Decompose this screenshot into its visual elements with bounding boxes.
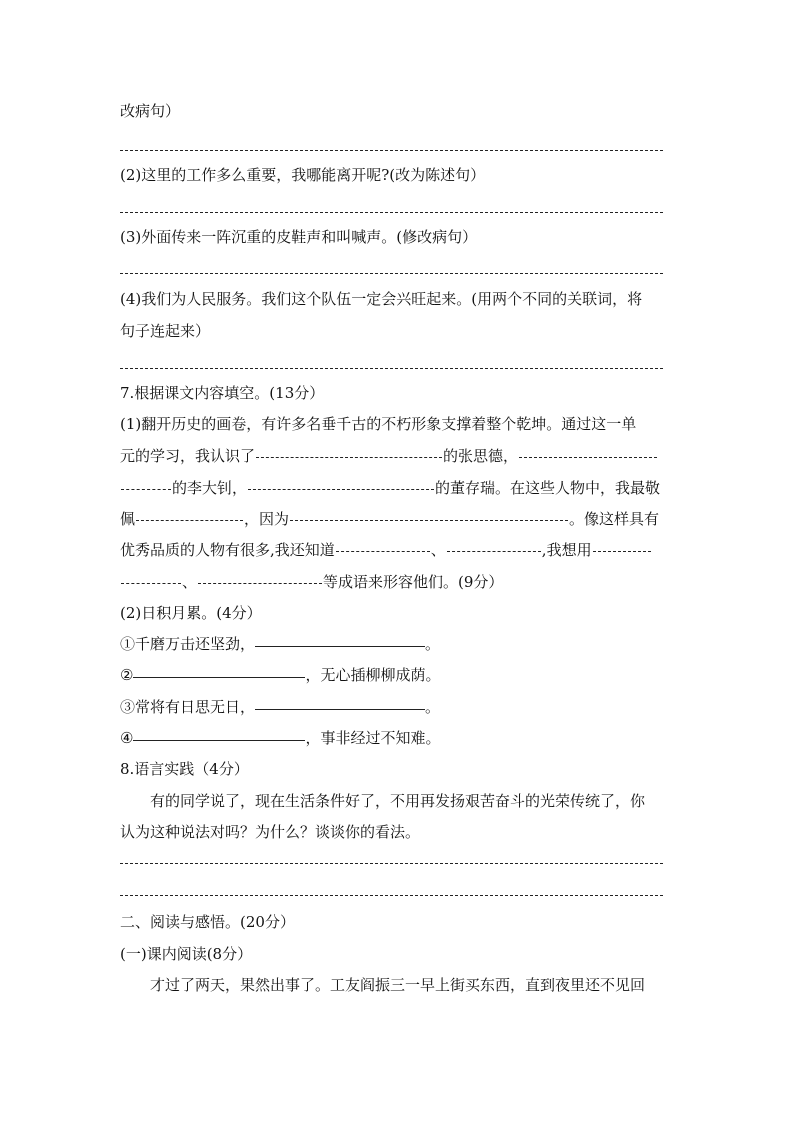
- idiom-item: ③常将有日思无日， 。: [120, 698, 441, 716]
- question-text: 句子连起来）: [120, 322, 211, 340]
- text-line: 改病句）: [120, 102, 181, 120]
- answer-line: [120, 895, 663, 896]
- question-text: 的李大钊， 的董存瑞。在这些人物中，我最敬: [120, 478, 660, 498]
- fill-blank[interactable]: [248, 489, 434, 491]
- question-text: 认为这种说法对吗？为什么？谈谈你的看法。: [120, 823, 421, 841]
- fill-blank[interactable]: [447, 551, 541, 553]
- section-heading: 8.语言实践（4分）: [120, 760, 249, 778]
- fill-blank[interactable]: [336, 551, 430, 553]
- answer-line: [120, 150, 663, 151]
- fill-blank[interactable]: [133, 740, 305, 742]
- answer-line: [120, 863, 663, 864]
- section-heading: (2)日积月累。(4分）: [120, 604, 262, 622]
- answer-line: [120, 273, 663, 274]
- fill-blank[interactable]: [255, 646, 425, 648]
- idiom-item: ①千磨万击还坚劲， 。: [120, 635, 441, 653]
- idiom-item: ④ ，事非经过不知难。: [120, 729, 441, 747]
- fill-blank[interactable]: [593, 551, 651, 553]
- question-text: (4)我们为人民服务。我们这个队伍一定会兴旺起来。(用两个不同的关联词，将: [120, 290, 643, 308]
- section-heading: 7.根据课文内容填空。(13分）: [120, 384, 325, 402]
- fill-blank[interactable]: [256, 457, 442, 459]
- section-heading: 二、阅读与感悟。(20分）: [120, 913, 295, 931]
- fill-blank[interactable]: [198, 583, 322, 585]
- section-heading: (一)课内阅读(8分）: [120, 945, 253, 963]
- question-text: (1)翻开历史的画卷，有许多名垂千古的不朽形象支撑着整个乾坤。通过这一单: [120, 415, 637, 433]
- answer-line: [120, 212, 663, 213]
- fill-blank[interactable]: [133, 677, 305, 679]
- fill-blank[interactable]: [255, 709, 425, 711]
- fill-blank[interactable]: [136, 520, 243, 522]
- fill-blank[interactable]: [121, 489, 171, 491]
- question-text: (3)外面传来一阵沉重的皮鞋声和叫喊声。(修改病句）: [120, 228, 478, 246]
- idiom-item: ② ，无心插柳柳成荫。: [120, 666, 441, 684]
- question-text: 有的同学说了，现在生活条件好了，不用再发扬艰苦奋斗的光荣传统了，你: [150, 792, 646, 810]
- fill-blank[interactable]: [121, 583, 181, 585]
- question-text: 佩 ，因为 。像这样具有: [120, 510, 660, 528]
- question-text: 、 等成语来形容他们。(9分）: [120, 572, 503, 592]
- answer-line: [120, 368, 663, 369]
- fill-blank[interactable]: [290, 520, 568, 522]
- question-text: 优秀品质的人物有很多,我还知道 、 ,我想用: [120, 540, 652, 560]
- passage-text: 才过了两天，果然出事了。工友阎振三一早上街买东西，直到夜里还不见回: [150, 976, 646, 994]
- question-text: 元的学习，我认识了 的张思德，: [120, 446, 658, 466]
- fill-blank[interactable]: [519, 457, 657, 459]
- question-text: (2)这里的工作多么重要，我哪能离开呢?(改为陈述句）: [120, 166, 486, 184]
